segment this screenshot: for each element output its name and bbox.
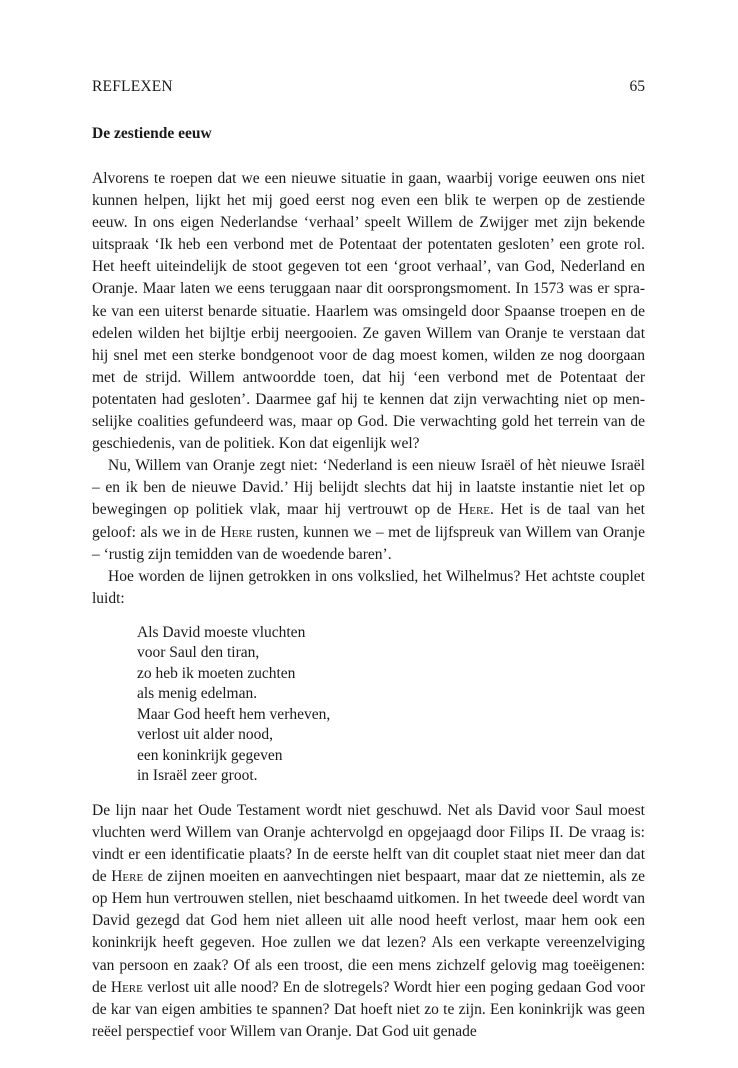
- paragraph-text: Nu, Willem van Oranje zegt niet: ‘Nederland is een nieuw Israël of hèt nieuwe Israël – en ik ben de nieuwe David.’ Hij belijdt slechts dat hij in laatste instantie niet let op bewegingen op politiek vlak, maar hij vertrouwt op de: [92, 457, 645, 519]
- paragraph-text: rusten, kunnen we – met de lijfspreuk van Willem van Oranje – ‘rustig zijn temidden van de woedende baren’.: [92, 523, 645, 563]
- poem-line: Als David moeste vluchten: [137, 623, 306, 641]
- small-caps-here: Here: [458, 501, 491, 519]
- small-caps-here: Here: [220, 523, 253, 541]
- running-head: REFLEXEN: [92, 78, 173, 95]
- poem-line: een koninkrijk gegeven: [137, 746, 283, 764]
- poem-line: zo heb ik moeten zuchten: [137, 664, 296, 682]
- poem-quote: [137, 623, 645, 787]
- poem-line: in Israël zeer groot.: [137, 767, 258, 785]
- poem-line: verlost uit alder nood,: [137, 726, 274, 744]
- paragraph-text: de zijnen moeiten en aanvechtingen niet bespaart, maar dat ze niettemin, als ze op Hem hun vertrouwen stellen, niet beschaamd uitkomen. In het tweede deel wordt van David gezegd dat God hem niet alleen uit alle nood heeft verlost, maar hem ook een koninkrijk heeft gegeven. Hoe zullen we dat lezen? Als een verkapte vereenzelviging van persoon en zaak? Of als een troost, die een mens zichzelf gelovig mag toeëigenen: de: [92, 868, 645, 996]
- poem-line: voor Saul den tiran,: [137, 644, 260, 662]
- body-text: [92, 168, 645, 1043]
- paragraph-text: . Het is de taal van het geloof: als we in de: [92, 501, 645, 541]
- paragraph: [92, 800, 645, 1043]
- poem-line: als menig edelman.: [137, 685, 258, 703]
- paragraph-text: verlost uit alle nood? En de slotregels? Wordt hier een poging gedaan God voor de kar van eigen ambities te spannen? Dat hoeft niet zo te zijn. Een koninkrijk was geen reëel perspectief voor Willem van Oranje. Dat God uit genade: [92, 978, 645, 1040]
- paragraph: [92, 455, 645, 565]
- small-caps-here: Here: [111, 868, 144, 886]
- small-caps-here: Here: [110, 978, 143, 996]
- poem-line: Maar God heeft hem verheven,: [137, 705, 331, 723]
- paragraph: Hoe worden de lijnen getrokken in ons volkslied, het Wilhelmus? Het achtste couplet luidt:: [92, 567, 645, 607]
- paragraph: Alvorens te roepen dat we een nieuwe situatie in gaan, waarbij vorige eeuwen ons niet kunnen helpen, lijkt het mij goed eerst nog even een blik te werpen op de zestiende eeuw. In ons eigen Nederlandse ‘verhaal’ speelt Willem de Zwijger met zijn bekende uitspraak ‘Ik heb een verbond met de Potentaat der potentaten gesloten’ een grote rol. Het heeft uiteindelijk de stoot gegeven tot een ‘groot verhaal’, van God, Nederland en Oranje. Maar laten we eens teruggaan naar dit oorsprongsmoment. In 1573 was er sprake van een uiterst benarde situatie. Haarlem was omsingeld door Spaanse troepen en de edelen wilden het bijltje erbij neergooien. Ze gaven Willem van Oranje te verstaan dat hij snel met een sterke bondgenoot voor de dag moest komen, wilden ze nog doorgaan met de strijd. Willem antwoordde toen, dat hij ‘een verbond met de Potentaat der potentaten had gesloten’. Daarmee gaf hij te kennen dat zijn verwachting niet op menselijke coalities gefundeerd was, maar op God. Die verwachting gold het terrein van de geschiedenis, van de politiek. Kon dat eigenlijk wel?: [92, 170, 645, 453]
- page-number: 65: [629, 78, 645, 95]
- paragraph-text: De lijn naar het Oude Testament wordt niet geschuwd. Net als David voor Saul moest vluchten werd Willem van Oranje achtervolgd en opgejaagd door Filips II. De vraag is: vindt er een identificatie plaats? In de eerste helft van dit couplet staat niet meer dan dat de: [92, 801, 645, 886]
- section-title: De zestiende eeuw: [92, 125, 212, 142]
